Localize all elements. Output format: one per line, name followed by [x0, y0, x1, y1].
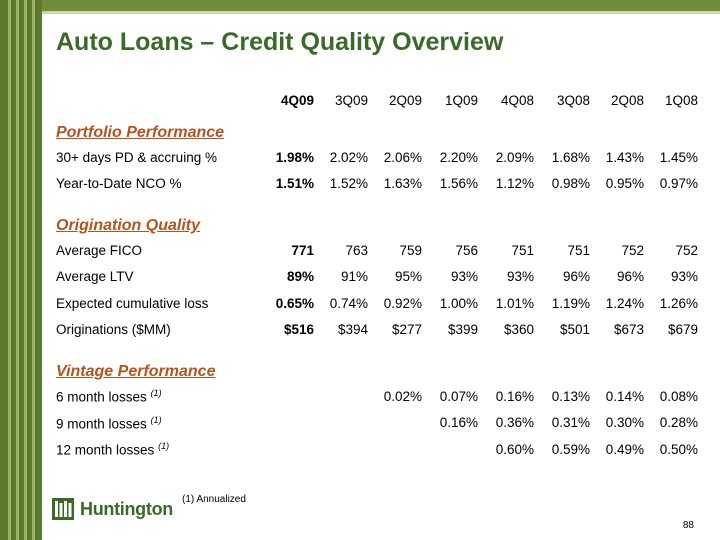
logo-text: Huntington — [80, 498, 173, 519]
table-cell: 0.08% — [659, 388, 698, 404]
table-cell: 1.98% — [275, 149, 314, 165]
table-cell: 771 — [291, 242, 314, 258]
row-label-text: 12 month losses — [56, 442, 155, 458]
table-row — [52, 317, 704, 344]
footnote: (1) Annualized — [182, 494, 246, 505]
footnote-marker: (1) — [158, 441, 170, 451]
table-row — [52, 144, 704, 171]
table-cell: 1.68% — [551, 149, 590, 165]
section-heading-row — [52, 353, 704, 383]
section-heading: Origination Quality — [56, 217, 201, 234]
table-cell: 2.02% — [329, 149, 368, 165]
table-cell: 0.50% — [659, 441, 698, 457]
row-label — [52, 410, 264, 437]
table-cell: 0.95% — [605, 176, 644, 192]
row-label-text: Expected cumulative loss — [56, 295, 209, 311]
table-cell: 2.20% — [439, 149, 478, 165]
table-cell: 0.92% — [383, 295, 422, 311]
table-cell: 0.31% — [551, 415, 590, 431]
row-label — [52, 144, 264, 171]
table-cell: 0.30% — [605, 415, 644, 431]
table-cell: 1.63% — [383, 176, 422, 192]
row-label — [52, 383, 264, 410]
column-header: 3Q08 — [556, 92, 590, 108]
table-cell: 1.51% — [275, 176, 314, 192]
table-cell: 751 — [511, 242, 534, 258]
table-row — [52, 290, 704, 317]
row-label-text: 9 month losses — [56, 416, 147, 431]
table-cell: 1.45% — [659, 149, 698, 165]
table-cell: 93% — [506, 269, 534, 285]
table-cell — [264, 436, 320, 463]
table-cell: 1.52% — [329, 176, 368, 192]
column-header: 2Q08 — [610, 92, 644, 108]
table-cell: 752 — [621, 242, 644, 258]
table-cell: 0.14% — [605, 388, 644, 404]
section-heading-row — [52, 207, 704, 237]
table-cell: 0.16% — [495, 388, 534, 404]
table-cell: 0.65% — [275, 295, 314, 311]
table-row — [52, 410, 704, 437]
table-cell: 0.28% — [659, 415, 698, 431]
column-header: 3Q09 — [334, 92, 368, 108]
table-row — [52, 171, 704, 198]
table-cell: 89% — [286, 269, 314, 285]
table-cell: 96% — [616, 269, 644, 285]
table-cell: $673 — [613, 322, 644, 338]
table-cell: $516 — [283, 322, 314, 338]
table-row — [52, 436, 704, 463]
table-cell: 0.60% — [495, 441, 534, 457]
table-cell: 1.43% — [605, 149, 644, 165]
table-cell: 0.16% — [439, 415, 478, 431]
credit-quality-table — [52, 86, 704, 463]
row-label — [52, 436, 264, 463]
left-decorative-band — [0, 0, 42, 540]
section-heading: Vintage Performance — [56, 363, 216, 380]
table-cell: $399 — [447, 322, 478, 338]
table-cell: 751 — [567, 242, 590, 258]
table-cell: 1.56% — [439, 176, 478, 192]
table-cell: 0.07% — [439, 388, 478, 404]
table-cell: 1.19% — [551, 295, 590, 311]
table-cell: 0.02% — [383, 388, 422, 404]
row-label — [52, 290, 264, 317]
row-label — [52, 317, 264, 344]
table-cell: 1.24% — [605, 295, 644, 311]
table-row — [52, 237, 704, 264]
column-header: 1Q08 — [664, 92, 698, 108]
table-cell: 752 — [675, 242, 698, 258]
footnote-marker: (1) — [150, 388, 162, 398]
table-cell: $679 — [667, 322, 698, 338]
table-cell: 1.12% — [495, 176, 534, 192]
table-cell: 0.59% — [551, 441, 590, 457]
column-header: 1Q09 — [444, 92, 478, 108]
table-cell — [428, 436, 484, 463]
table-cell: 0.74% — [329, 295, 368, 311]
column-header: 4Q09 — [280, 92, 314, 108]
table-cell: 756 — [455, 242, 478, 258]
huntington-logo — [52, 498, 173, 520]
table-cell: 1.26% — [659, 295, 698, 311]
row-label-text: Originations ($MM) — [56, 322, 171, 338]
huntington-logo-icon — [52, 498, 74, 520]
table-cell: 96% — [562, 269, 590, 285]
row-label-text: Average FICO — [56, 242, 143, 258]
section-heading: Portfolio Performance — [56, 124, 225, 141]
row-label — [52, 237, 264, 264]
table-cell: $501 — [559, 322, 590, 338]
table-cell: 91% — [340, 269, 368, 285]
spacer-row — [52, 343, 704, 353]
table-cell: 2.06% — [383, 149, 422, 165]
top-decorative-band — [42, 0, 720, 14]
section-heading-row — [52, 114, 704, 144]
table-cell: 0.36% — [495, 415, 534, 431]
table-cell: 763 — [345, 242, 368, 258]
table-row — [52, 264, 704, 291]
table-cell: 0.98% — [551, 176, 590, 192]
table-cell: 95% — [394, 269, 422, 285]
column-header: 2Q09 — [388, 92, 422, 108]
footnote-marker: (1) — [150, 414, 162, 425]
table-row — [52, 383, 704, 410]
table-cell — [320, 436, 374, 463]
table-cell — [264, 410, 320, 437]
header-blank — [52, 86, 264, 114]
header-row — [52, 86, 704, 114]
row-label-text: Average LTV — [56, 269, 134, 285]
table-cell: $360 — [503, 322, 534, 338]
table-cell — [264, 383, 320, 410]
table-cell: 0.13% — [551, 388, 590, 404]
table-cell: 1.01% — [495, 295, 534, 311]
row-label-text: 6 month losses — [56, 389, 147, 405]
table-cell: 0.49% — [605, 441, 644, 457]
row-label — [52, 264, 264, 291]
table-cell — [320, 410, 374, 437]
table-cell: 0.97% — [659, 176, 698, 192]
page-title: Auto Loans – Credit Quality Overview — [56, 28, 504, 56]
row-label-text: Year-to-Date NCO % — [56, 176, 182, 192]
table-cell: 1.00% — [439, 295, 478, 311]
table-cell — [374, 436, 428, 463]
spacer-row — [52, 197, 704, 207]
table-cell: $394 — [337, 322, 368, 338]
page-number: 88 — [682, 520, 694, 531]
row-label — [52, 171, 264, 198]
table-cell: 2.09% — [495, 149, 534, 165]
table-cell: $277 — [391, 322, 422, 338]
table-cell — [320, 383, 374, 410]
row-label-text: 30+ days PD & accruing % — [56, 149, 217, 165]
table-cell — [374, 410, 428, 437]
column-header: 4Q08 — [500, 92, 534, 108]
table-cell: 93% — [670, 269, 698, 285]
table-cell: 93% — [450, 269, 478, 285]
table-cell: 759 — [399, 242, 422, 258]
